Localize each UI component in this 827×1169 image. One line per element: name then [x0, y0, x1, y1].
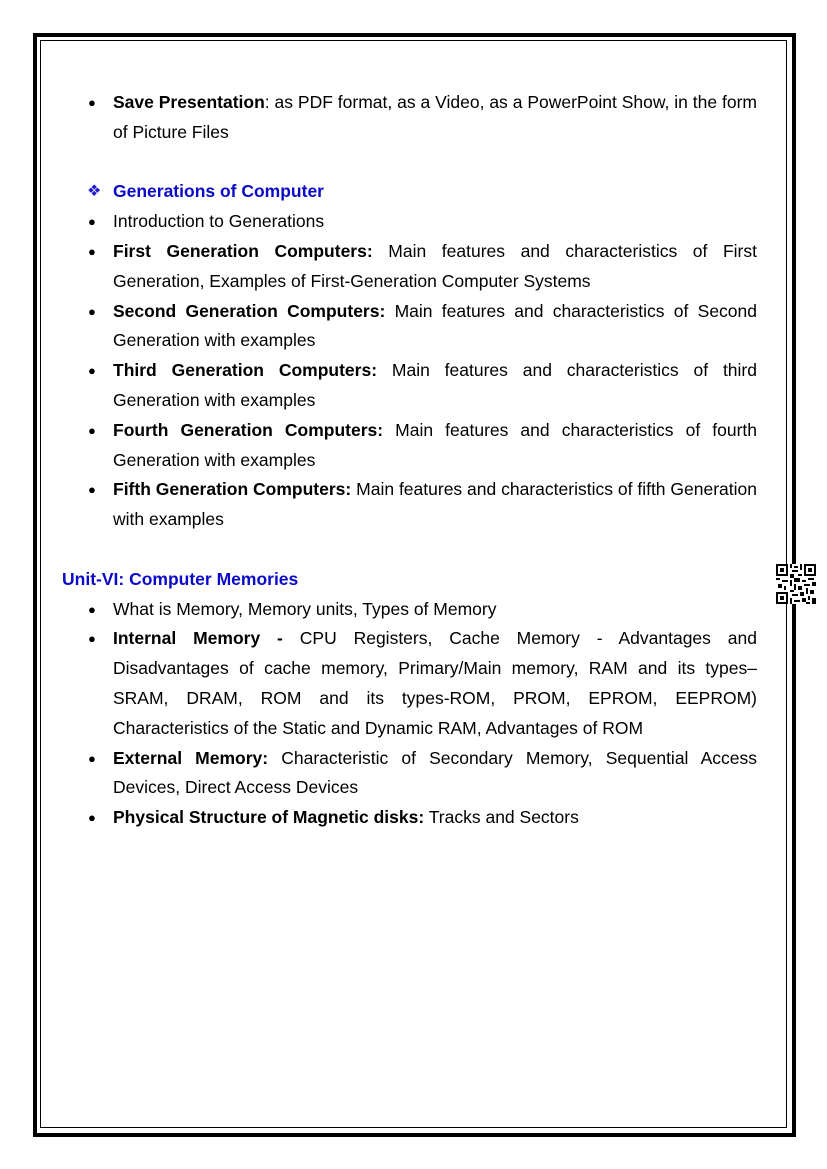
item-label: External Memory: — [113, 747, 269, 768]
qr-code-icon — [776, 564, 816, 604]
item-text: CPU Registers, Cache Memory - Advantages and Disadvantages of cache memory, Primary/Main memory, RAM and its types– SRAM, DRAM, ROM and its types-ROM, PROM, EPROM, EEPROM) Characteristics of the Static and Dynamic RAM, Advantages of ROM — [113, 628, 757, 738]
bullet-icon: ● — [88, 750, 96, 766]
list-item — [62, 475, 757, 535]
bullet-icon: ● — [88, 482, 96, 498]
item-text: Main features and characteristics of fifth Generation with examples — [113, 479, 758, 530]
memory-list — [62, 595, 757, 833]
item-text: Introduction to Generations — [113, 211, 325, 232]
bullet-icon: ● — [88, 303, 96, 319]
list-item — [62, 88, 757, 148]
bullet-icon: ● — [88, 243, 96, 259]
item-label: Save Presentation — [113, 92, 265, 112]
item-label: Internal Memory - — [113, 628, 283, 649]
bullet-icon: ● — [88, 95, 96, 110]
list-item — [62, 595, 757, 625]
section-heading — [62, 177, 757, 207]
list-item — [62, 803, 757, 833]
item-label: Fifth Generation Computers: — [113, 479, 352, 500]
item-text: Main features and characteristics of fourth Generation with examples — [113, 419, 757, 470]
generations-heading: Generations of Computer — [113, 181, 324, 202]
bullet-icon: ● — [88, 810, 96, 826]
item-text: Main features and characteristics of third Generation with examples — [113, 360, 757, 410]
list-item — [62, 297, 757, 357]
bullet-icon: ● — [88, 422, 96, 438]
list-item — [62, 237, 757, 297]
item-text: Tracks and Sectors — [424, 807, 579, 828]
item-text: Main features and characteristics of Second Generation with examples — [113, 300, 757, 351]
save-presentation-list — [62, 88, 757, 148]
item-text: Main features and characteristics of First Generation, Examples of First-Generation Computer Systems — [113, 240, 757, 291]
bullet-icon: ● — [88, 214, 96, 230]
unit-heading: Unit-VI: Computer Memories — [62, 568, 299, 589]
diamond-bullet-icon: ❖ — [87, 183, 102, 201]
item-label: Second Generation Computers: — [113, 300, 386, 321]
bullet-icon: ● — [88, 631, 96, 647]
item-label: Physical Structure of Magnetic disks: — [113, 807, 425, 828]
item-text: : as PDF format, as a Video, as a PowerPoint Show, in the form of Picture Files — [113, 92, 757, 142]
list-item — [62, 356, 757, 416]
generations-list — [62, 177, 757, 535]
list-item — [62, 744, 757, 804]
bullet-icon: ● — [88, 363, 96, 379]
item-text: Characteristic of Secondary Memory, Sequential Access Devices, Direct Access Devices — [113, 747, 758, 798]
item-label: Third Generation Computers: — [113, 360, 378, 381]
item-text: What is Memory, Memory units, Types of Memory — [113, 598, 497, 619]
document-content — [62, 88, 757, 833]
list-item — [62, 207, 757, 237]
item-label: First Generation Computers: — [113, 240, 373, 261]
list-item — [62, 416, 757, 476]
bullet-icon: ● — [88, 601, 96, 617]
list-item — [62, 624, 757, 743]
item-label: Fourth Generation Computers: — [113, 419, 384, 440]
